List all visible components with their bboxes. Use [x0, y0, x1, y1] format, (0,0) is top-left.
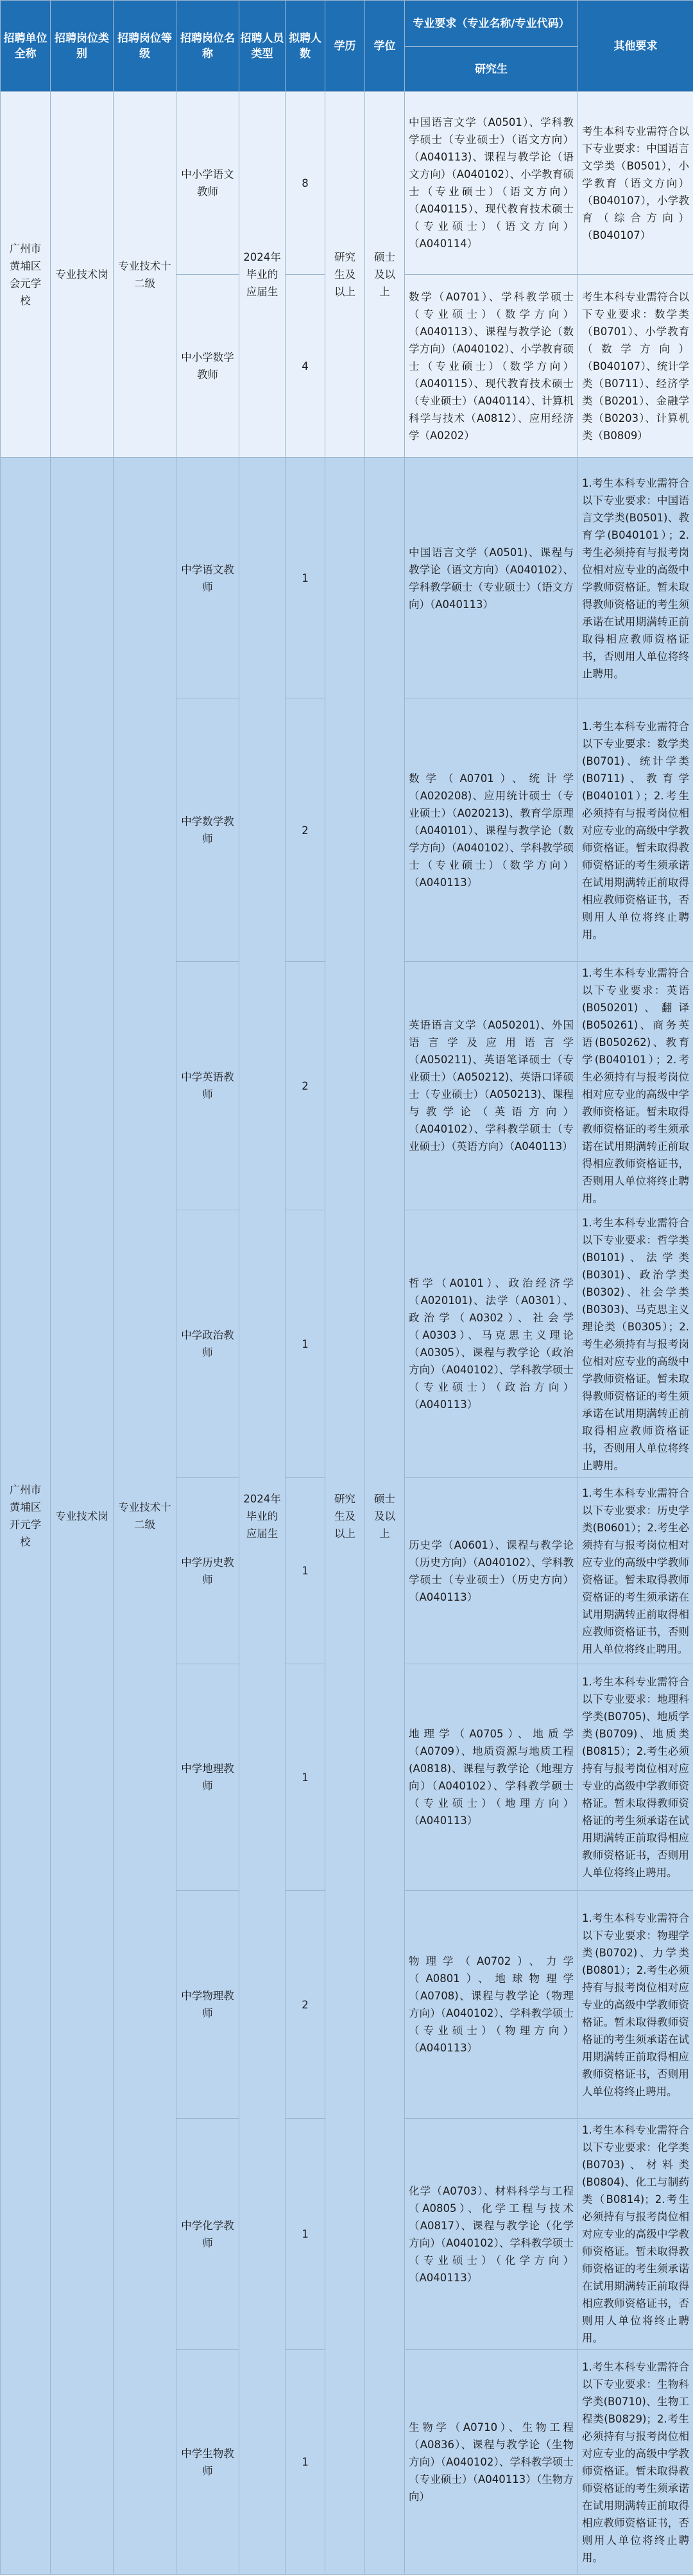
header-count: 拟聘人数: [286, 1, 325, 92]
headcount: 1: [286, 2119, 325, 2350]
major-requirement: 哲学（A0101）、政治经济学（A020101)、法学（A0301）、政治学（A0302）、社会学（A0303）、马克思主义理论（A0305）、课程与教学论（政治方向）（A040102）、学科教学硕士（专业硕士）（政治方向）（A040113）: [405, 1210, 578, 1478]
other-requirement: 1.考生本科专业需符合以下专业要求：化学类(B0703)、材料类(B0804)、化工与制药类（B0814)；2.考生必须持有与报考岗位相对应专业的高级中学教师资格证。暂未取得教师资格证的考生须承诺在试用期满转正前取得相应教师资格证书，否则用人单位将终止聘用。: [578, 2119, 693, 2350]
header-education: 学历: [325, 1, 365, 92]
headcount: 2: [286, 962, 325, 1210]
other-requirement: 1.考生本科专业需符合以下专业要求：物理学类(B0702)、力学类(B0801）；2.考生必须持有与报考岗位相对应专业的高级中学教师资格证。暂未取得教师资格证的考生须承诺在试用期满转正前取得相应教师资格证书，否则用人单位将终止聘用。: [578, 1891, 693, 2119]
major-requirement: 物理学（A0702）、力学（A0801）、地球物理学（A0708)、课程与教学论（物理方向）（A040102）、学科教学硕士（专业硕士）（物理方向）（A040113）: [405, 1891, 578, 2119]
headcount: 2: [286, 1891, 325, 2119]
recruit-type: 2024年毕业的应届生: [239, 92, 286, 458]
header-graduate: 研究生: [405, 47, 578, 92]
other-requirement: 考生本科专业需符合以下专业要求：中国语言文学类（B0501），小学教育（语文方向）（B040107），小学教育（综合方向）（B040107）: [578, 92, 693, 275]
post-name: 中学英语教师: [176, 962, 239, 1210]
post-category: 专业技术岗: [51, 92, 114, 458]
other-requirement: 1.考生本科专业需符合以下专业要求：数学类(B0701)、统计学类(B0711)、教育学(B040101）；2.考生必须持有与报考岗位相对应专业的高级中学教师资格证。暂未取得教师资格证的考生须承诺在试用期满转正前取得相应教师资格证书，否则用人单位将终止聘用。: [578, 699, 693, 962]
post-level: 专业技术十二级: [114, 92, 176, 458]
header-degree: 学位: [365, 1, 405, 92]
major-requirement: 生物学（A0710）、生物工程（A0836）、课程与教学论（生物方向）（A040102）、学科教学硕士（专业硕士）（A040113）（生物方向）: [405, 2350, 578, 2575]
education: 研究生及以上: [325, 92, 365, 458]
other-requirement: 1.考生本科专业需符合以下专业要求：中国语言文学类(B0501)、教育学(B040101）；2.考生必须持有与报考岗位相对应专业的高级中学教师资格证。暂未取得教师资格证的考生须承诺在试用期满转正前取得相应教师资格证书，否则用人单位将终止聘用。: [578, 458, 693, 699]
unit-name: 广州市黄埔区会元学校: [1, 92, 51, 458]
other-requirement: 考生本科专业需符合以下专业要求：数学类（B0701）、小学教育（数学方向）（B040107）、统计学类（B0711）、经济学类（B0201）、金融学类（B0203）、计算机类（B0809）: [578, 275, 693, 458]
headcount: 1: [286, 1664, 325, 1891]
other-requirement: 1.考生本科专业需符合以下专业要求：英语(B050201)、翻译(B050261)、商务英语(B050262)、教育学(B040101）；2.考生必须持有与报考岗位相对应专业的高级中学教师资格证。暂未取得教师资格证的考生须承诺在试用期满转正前取得相应教师资格证书，否则用人单位将终止聘用。: [578, 962, 693, 1210]
headcount: 8: [286, 92, 325, 275]
header-unit: 招聘单位全称: [1, 1, 51, 92]
headcount: 2: [286, 699, 325, 962]
major-requirement: 中国语言文学（A0501）、学科教学硕士（专业硕士）（语文方向）（A040113)、课程与教学论（语文方向）（A040102）、小学教育硕士（专业硕士）（语文方向）（A040115）、现代教育技术硕士（专业硕士）（语文方向）（A040114）: [405, 92, 578, 275]
other-requirement: 1.考生本科专业需符合以下专业要求：生物科学类(B0710)、生物工程类(B0829)；2.考生必须持有与报考岗位相对应专业的高级中学教师资格证。暂未取得教师资格证的考生须承诺在试用期满转正前取得相应教师资格证书，否则用人单位将终止聘用。: [578, 2350, 693, 2575]
major-requirement: 历史学（A0601）、课程与教学论（历史方向）（A040102）、学科教学硕士（专业硕士）（历史方向）（A040113）: [405, 1478, 578, 1664]
post-name: 中小学数学教师: [176, 275, 239, 458]
header-post-level: 招聘岗位等级: [114, 1, 176, 92]
education: 研究生及以上: [325, 458, 365, 2575]
other-requirement: 1.考生本科专业需符合以下专业要求：历史学类(B0601）；2.考生必须持有与报考岗位相对应专业的高级中学教师资格证。暂未取得教师资格证的考生须承诺在试用期满转正前取得相应教师资格证书，否则用人单位将终止聘用。: [578, 1478, 693, 1664]
headcount: 1: [286, 458, 325, 699]
post-category: 专业技术岗: [51, 458, 114, 2575]
headcount: 1: [286, 2350, 325, 2575]
header-post-category: 招聘岗位类别: [51, 1, 114, 92]
header-post-name: 招聘岗位名称: [176, 1, 239, 92]
post-level: 专业技术十二级: [114, 458, 176, 2575]
major-requirement: 中国语言文学（A0501)、课程与教学论（语文方向）（A040102）、学科教学硕士（专业硕士）（语文方向）（A040113）: [405, 458, 578, 699]
post-name: 中小学语文教师: [176, 92, 239, 275]
post-name: 中学生物教师: [176, 2350, 239, 2575]
header-major-requirement: 专业要求（专业名称/专业代码）: [405, 1, 578, 47]
recruit-type: 2024年毕业的应届生: [239, 458, 286, 2575]
header-recruit-type: 招聘人员类型: [239, 1, 286, 92]
degree: 硕士及以上: [365, 92, 405, 458]
post-name: 中学政治教师: [176, 1210, 239, 1478]
other-requirement: 1.考生本科专业需符合以下专业要求：哲学类(B0101)、法学类(B0301)、政治学类(B0302)、社会学类(B0303)、马克思主义理论类（B0305）；2.考生必须持有与报考岗位相对应专业的高级中学教师资格证。暂未取得教师资格证的考生须承诺在试用期满转正前取得相应教师资格证书，否则用人单位将终止聘用。: [578, 1210, 693, 1478]
post-name: 中学数学教师: [176, 699, 239, 962]
major-requirement: 数学（A0701）、统计学（A020208)、应用统计硕士（专业硕士）（A020213)、教育学原理（A040101）、课程与教学论（数学方向）（A040102）、学科教学硕士（专业硕士）（数学方向）（A040113）: [405, 699, 578, 962]
major-requirement: 英语语言文学（A050201)、外国语言学及应用语言学（A050211)、英语笔译硕士（专业硕士）（A050212)、英语口译硕士（专业硕士）（A050213)、课程与教学论（英语方向）（A040102）、学科教学硕士（专业硕士）（英语方向）（A040113）: [405, 962, 578, 1210]
major-requirement: 化学（A0703）、材料科学与工程（A0805）、化学工程与技术（A0817）、课程与教学论（化学方向）（A040102）、学科教学硕士（专业硕士）（化学方向）（A040113）: [405, 2119, 578, 2350]
headcount: 1: [286, 1478, 325, 1664]
major-requirement: 数学（A0701）、学科教学硕士（专业硕士）（数学方向）（A040113）、课程与教学论（数学方向）（A040102）、小学教育硕士（专业硕士）（数学方向）（A040115）、现代教育技术硕士（专业硕士）（A040114）、计算机科学与技术（A0812）、应用经济学（A0202）: [405, 275, 578, 458]
unit-name: 广州市黄埔区开元学校: [1, 458, 51, 2575]
degree: 硕士及以上: [365, 458, 405, 2575]
post-name: 中学物理教师: [176, 1891, 239, 2119]
headcount: 1: [286, 1210, 325, 1478]
header-other-requirement: 其他要求: [578, 1, 693, 92]
major-requirement: 地理学（A0705）、地质学（A0709）、地质资源与地质工程(A0818)、课程与教学论（地理方向）（A040102）、学科教学硕士（专业硕士）（地理方向）（A040113）: [405, 1664, 578, 1891]
post-name: 中学化学教师: [176, 2119, 239, 2350]
headcount: 4: [286, 275, 325, 458]
post-name: 中学历史教师: [176, 1478, 239, 1664]
other-requirement: 1.考生本科专业需符合以下专业要求：地理科学类(B0705)、地质学类(B0709)、地质类(B0815）；2.考生必须持有与报考岗位相对应专业的高级中学教师资格证。暂未取得教师资格证的考生须承诺在试用期满转正前取得相应教师资格证书，否则用人单位将终止聘用。: [578, 1664, 693, 1891]
post-name: 中学语文教师: [176, 458, 239, 699]
post-name: 中学地理教师: [176, 1664, 239, 1891]
